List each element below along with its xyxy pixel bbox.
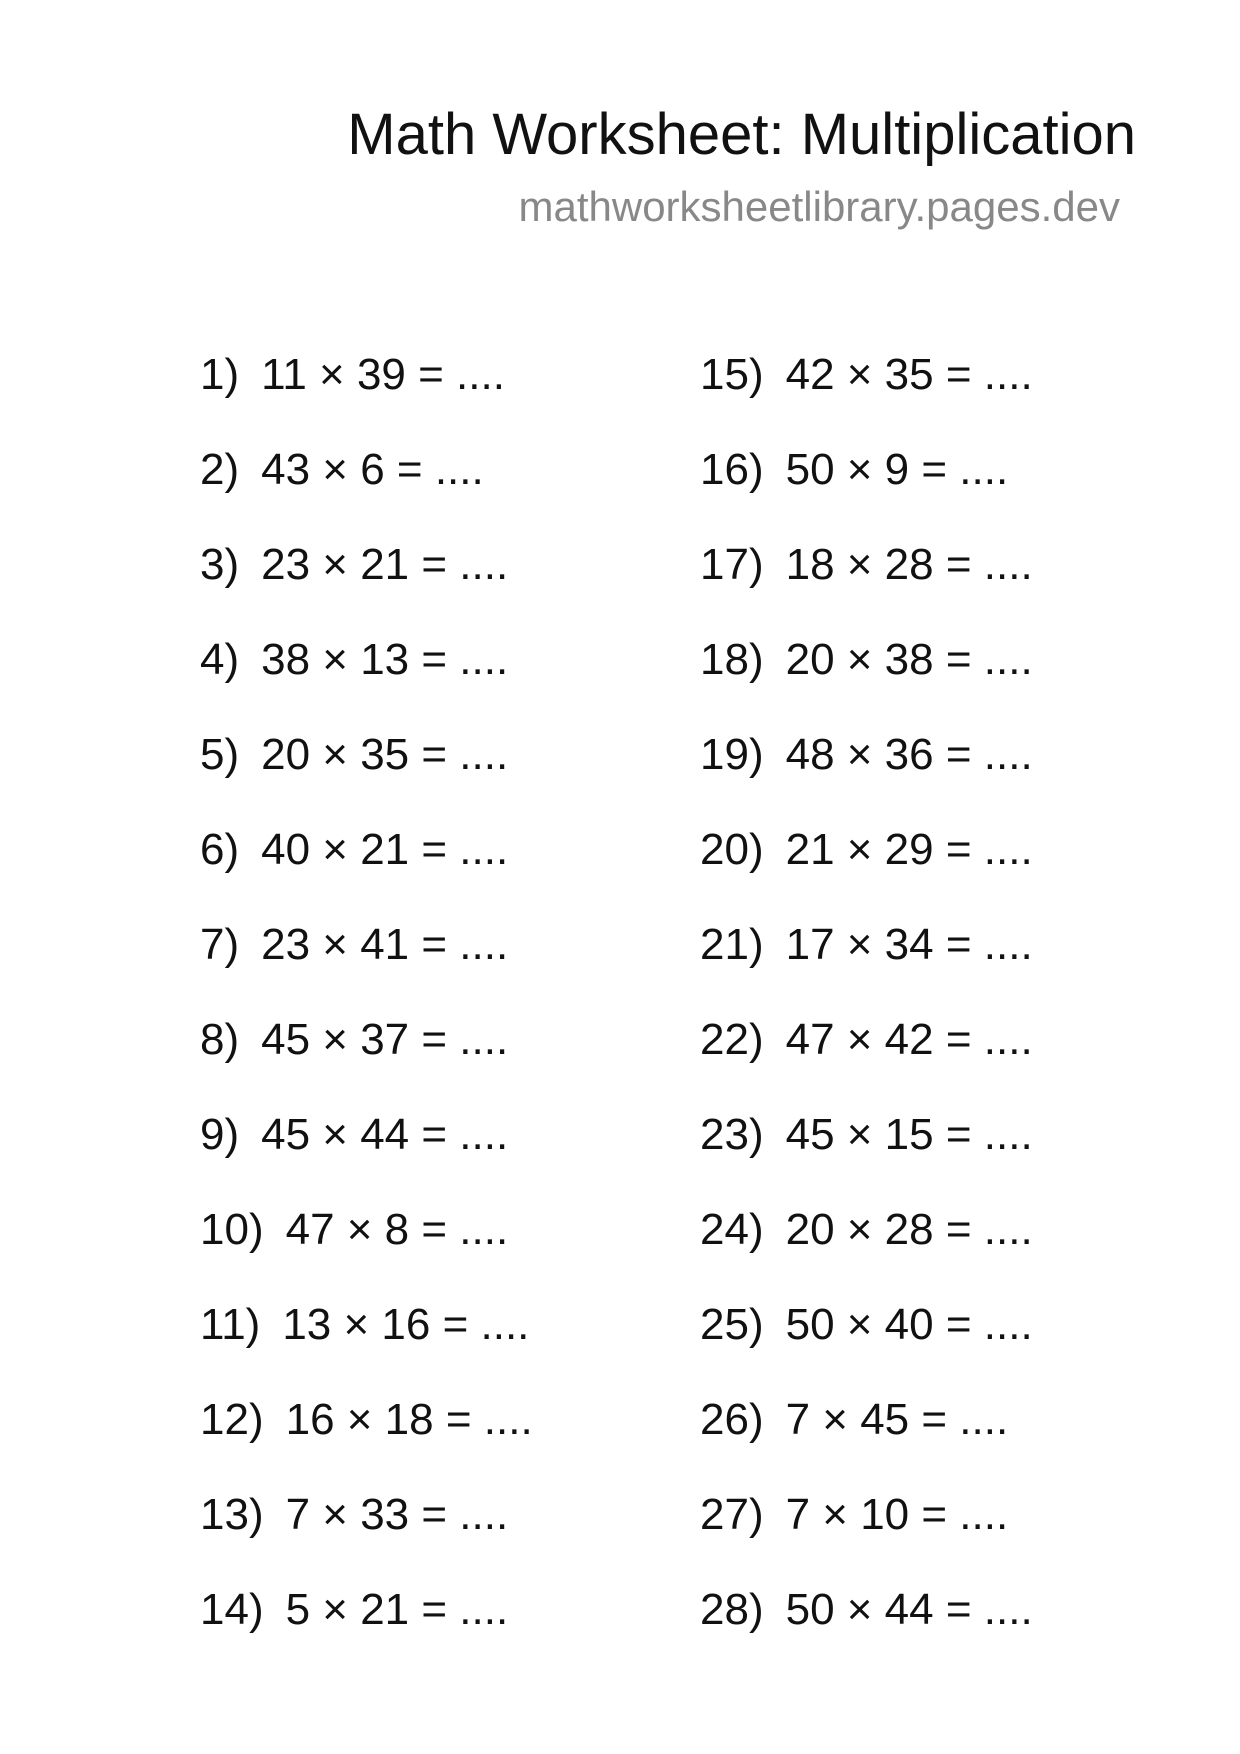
problem-number: 8) — [200, 1015, 240, 1064]
problem-number: 6) — [200, 825, 240, 874]
problem-number: 9) — [200, 1110, 240, 1159]
problem-expression: 40 × 21 = .... — [261, 825, 509, 874]
problem-number: 20) — [700, 825, 764, 874]
problem-expression: 23 × 21 = .... — [261, 540, 509, 589]
problem-item — [200, 725, 533, 820]
problem-item — [200, 1010, 533, 1105]
site-url: mathworksheetlibrary.pages.dev — [518, 183, 1120, 230]
problem-number: 13) — [200, 1490, 264, 1539]
problem-item — [700, 1580, 1033, 1675]
problem-expression: 20 × 28 = .... — [785, 1205, 1033, 1254]
problem-number: 10) — [200, 1205, 264, 1254]
problem-expression: 11 × 39 = .... — [261, 350, 505, 399]
problem-item — [700, 535, 1033, 630]
problem-item — [200, 630, 533, 725]
problem-number: 23) — [700, 1110, 764, 1159]
problem-item — [700, 1105, 1033, 1200]
problem-expression: 7 × 45 = .... — [785, 1395, 1009, 1444]
problem-item — [200, 915, 533, 1010]
problem-item — [200, 1580, 533, 1675]
problem-number: 14) — [200, 1585, 264, 1634]
problem-expression: 45 × 15 = .... — [785, 1110, 1033, 1159]
problem-expression: 5 × 21 = .... — [285, 1585, 509, 1634]
problem-item — [700, 725, 1033, 820]
problem-number: 19) — [700, 730, 764, 779]
problem-item — [200, 1485, 533, 1580]
problem-item — [200, 820, 533, 915]
problem-number: 5) — [200, 730, 240, 779]
problem-item — [200, 1390, 533, 1485]
problem-item — [700, 345, 1033, 440]
problem-expression: 13 × 16 = .... — [282, 1300, 530, 1349]
problem-expression: 43 × 6 = .... — [261, 445, 484, 494]
problem-item — [700, 440, 1033, 535]
problem-number: 18) — [700, 635, 764, 684]
problem-item — [700, 1200, 1033, 1295]
problem-expression: 20 × 35 = .... — [261, 730, 509, 779]
problem-expression: 50 × 9 = .... — [785, 445, 1009, 494]
problem-expression: 38 × 13 = .... — [261, 635, 509, 684]
problem-number: 27) — [700, 1490, 764, 1539]
problem-item — [700, 1295, 1033, 1390]
problem-item — [200, 535, 533, 630]
problem-column-left — [200, 345, 533, 1675]
problem-item — [700, 915, 1033, 1010]
problem-item — [200, 1105, 533, 1200]
problem-expression: 42 × 35 = .... — [785, 350, 1033, 399]
problem-number: 12) — [200, 1395, 264, 1444]
problem-expression: 16 × 18 = .... — [285, 1395, 533, 1444]
problem-expression: 45 × 37 = .... — [261, 1015, 509, 1064]
problem-expression: 21 × 29 = .... — [785, 825, 1033, 874]
problem-expression: 47 × 8 = .... — [285, 1205, 509, 1254]
problem-item — [200, 440, 533, 535]
problem-number: 2) — [200, 445, 240, 494]
problem-expression: 7 × 33 = .... — [285, 1490, 509, 1539]
problem-number: 16) — [700, 445, 764, 494]
problem-number: 22) — [700, 1015, 764, 1064]
problem-item — [700, 820, 1033, 915]
problem-item — [200, 345, 533, 440]
problem-expression: 50 × 44 = .... — [785, 1585, 1033, 1634]
page-title: Math Worksheet: Multiplication — [347, 102, 1136, 167]
problem-number: 28) — [700, 1585, 764, 1634]
problem-expression: 48 × 36 = .... — [785, 730, 1033, 779]
problem-expression: 45 × 44 = .... — [261, 1110, 509, 1159]
problem-expression: 50 × 40 = .... — [785, 1300, 1033, 1349]
problem-expression: 20 × 38 = .... — [785, 635, 1033, 684]
problem-column-right — [700, 345, 1033, 1675]
problem-item — [200, 1200, 533, 1295]
problem-number: 7) — [200, 920, 240, 969]
problem-expression: 7 × 10 = .... — [785, 1490, 1009, 1539]
problem-number: 21) — [700, 920, 764, 969]
problem-item — [700, 1485, 1033, 1580]
problem-number: 4) — [200, 635, 240, 684]
problem-number: 1) — [200, 350, 240, 399]
problem-expression: 17 × 34 = .... — [785, 920, 1033, 969]
problem-item — [700, 1390, 1033, 1485]
problem-expression: 23 × 41 = .... — [261, 920, 509, 969]
problem-number: 15) — [700, 350, 764, 399]
problem-number: 11) — [200, 1300, 261, 1349]
problem-number: 25) — [700, 1300, 764, 1349]
problem-item — [700, 1010, 1033, 1105]
problem-expression: 18 × 28 = .... — [785, 540, 1033, 589]
problem-expression: 47 × 42 = .... — [785, 1015, 1033, 1064]
problem-number: 3) — [200, 540, 240, 589]
problem-item — [200, 1295, 533, 1390]
problem-number: 26) — [700, 1395, 764, 1444]
problem-number: 24) — [700, 1205, 764, 1254]
problem-number: 17) — [700, 540, 764, 589]
problem-item — [700, 630, 1033, 725]
